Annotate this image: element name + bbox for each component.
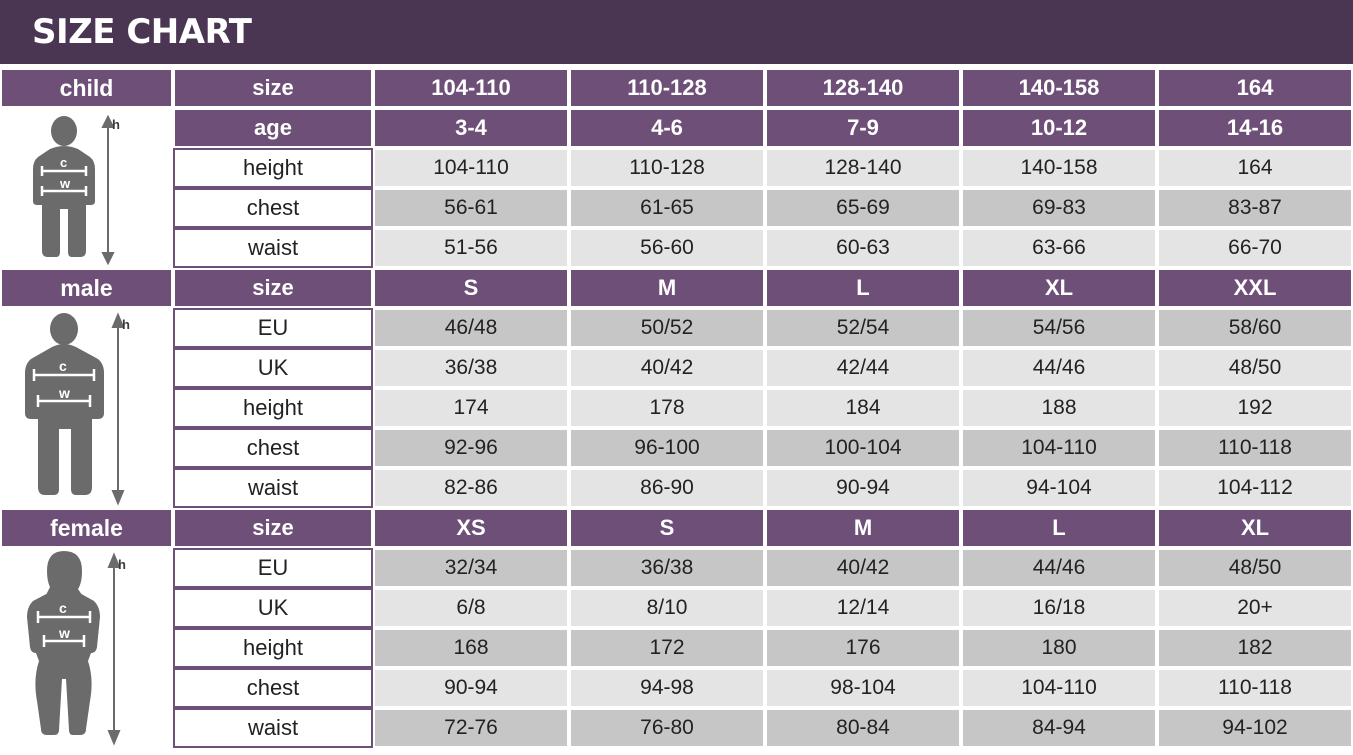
figure-waist-label: w [58,385,70,401]
cell-value: 51-56 [373,228,569,268]
cell-value: 192 [1157,388,1353,428]
cell-value: 168 [373,628,569,668]
cell-value: 178 [569,388,765,428]
group-column-child [0,68,173,268]
group-header-male: male [0,268,173,308]
cell-value: 164 [1157,68,1353,108]
table-row [173,588,1353,628]
row-label-chest: chest [173,668,373,708]
figure-height-label: h [117,557,126,572]
figure-height-label: h [121,317,130,332]
cell-value: 128-140 [765,148,961,188]
figure-child [0,108,173,268]
row-label-size: size [173,68,373,108]
female-silhouette-icon [2,549,172,747]
cell-value: 128-140 [765,68,961,108]
row-label-height: height [173,388,373,428]
row-label-size: size [173,508,373,548]
cell-value: 140-158 [961,68,1157,108]
cell-value: S [569,508,765,548]
cell-value: 40/42 [765,548,961,588]
cell-value: 58/60 [1157,308,1353,348]
cell-value: 7-9 [765,108,961,148]
table-row [173,348,1353,388]
row-label-waist: waist [173,468,373,508]
cell-value: 42/44 [765,348,961,388]
size-chart-grid [0,68,1353,748]
table-row [173,548,1353,588]
row-label-eu: EU [173,548,373,588]
cell-value: 174 [373,388,569,428]
figure-height-label: h [111,117,120,132]
cell-value: 10-12 [961,108,1157,148]
cell-value: 164 [1157,148,1353,188]
cell-value: 104-110 [373,148,569,188]
row-label-chest: chest [173,188,373,228]
table-row [173,148,1353,188]
cell-value: 104-110 [373,68,569,108]
row-label-eu: EU [173,308,373,348]
rows-male [173,268,1353,508]
cell-value: 36/38 [373,348,569,388]
cell-value: M [765,508,961,548]
cell-value: 82-86 [373,468,569,508]
figure-chest-label: c [58,600,67,616]
cell-value: 56-61 [373,188,569,228]
cell-value: 104-110 [961,428,1157,468]
cell-value: 104-110 [961,668,1157,708]
cell-value: M [569,268,765,308]
cell-value: 100-104 [765,428,961,468]
cell-value: L [765,268,961,308]
group-header-child: child [0,68,173,108]
cell-value: 56-60 [569,228,765,268]
cell-value: XXL [1157,268,1353,308]
figure-chest-label: c [58,358,67,374]
figure-female [0,548,173,748]
table-row [173,428,1353,468]
cell-value: 12/14 [765,588,961,628]
row-label-uk: UK [173,348,373,388]
page-title: SIZE CHART [32,12,252,52]
cell-value: 54/56 [961,308,1157,348]
cell-value: 90-94 [373,668,569,708]
cell-value: 180 [961,628,1157,668]
section-male [0,268,1353,508]
table-row [173,308,1353,348]
cell-value: 48/50 [1157,548,1353,588]
figure-male [0,308,173,508]
cell-value: 110-118 [1157,668,1353,708]
row-label-height: height [173,628,373,668]
cell-value: 110-118 [1157,428,1353,468]
cell-value: 65-69 [765,188,961,228]
cell-value: 92-96 [373,428,569,468]
cell-value: 94-98 [569,668,765,708]
cell-value: S [373,268,569,308]
cell-value: 3-4 [373,108,569,148]
table-row [173,508,1353,548]
cell-value: 50/52 [569,308,765,348]
cell-value: 90-94 [765,468,961,508]
cell-value: 172 [569,628,765,668]
cell-value: 46/48 [373,308,569,348]
cell-value: 182 [1157,628,1353,668]
table-row [173,388,1353,428]
rows-child [173,68,1353,268]
figure-chest-label: c [59,155,67,170]
table-row [173,68,1353,108]
cell-value: 52/54 [765,308,961,348]
table-row [173,668,1353,708]
cell-value: 36/38 [569,548,765,588]
male-silhouette-icon [2,309,172,507]
child-silhouette-icon [2,109,172,267]
cell-value: 104-112 [1157,468,1353,508]
cell-value: 4-6 [569,108,765,148]
row-label-chest: chest [173,428,373,468]
table-row [173,188,1353,228]
cell-value: 69-83 [961,188,1157,228]
cell-value: XL [961,268,1157,308]
table-row [173,468,1353,508]
row-label-uk: UK [173,588,373,628]
cell-value: 63-66 [961,228,1157,268]
cell-value: 72-76 [373,708,569,748]
cell-value: 98-104 [765,668,961,708]
rows-female [173,508,1353,748]
cell-value: 176 [765,628,961,668]
table-row [173,228,1353,268]
cell-value: 6/8 [373,588,569,628]
cell-value: 94-104 [961,468,1157,508]
cell-value: 76-80 [569,708,765,748]
cell-value: 14-16 [1157,108,1353,148]
cell-value: XS [373,508,569,548]
row-label-waist: waist [173,228,373,268]
title-bar [0,0,1353,64]
cell-value: 48/50 [1157,348,1353,388]
cell-value: 44/46 [961,548,1157,588]
cell-value: 94-102 [1157,708,1353,748]
cell-value: 80-84 [765,708,961,748]
cell-value: 188 [961,388,1157,428]
group-header-female: female [0,508,173,548]
group-column-male [0,268,173,508]
cell-value: 83-87 [1157,188,1353,228]
cell-value: 44/46 [961,348,1157,388]
cell-value: 32/34 [373,548,569,588]
cell-value: 86-90 [569,468,765,508]
table-row [173,108,1353,148]
cell-value: 60-63 [765,228,961,268]
table-row [173,628,1353,668]
cell-value: L [961,508,1157,548]
table-row [173,708,1353,748]
cell-value: 20+ [1157,588,1353,628]
section-female [0,508,1353,748]
cell-value: 84-94 [961,708,1157,748]
figure-waist-label: w [58,625,70,641]
row-label-size: size [173,268,373,308]
cell-value: 16/18 [961,588,1157,628]
section-child [0,68,1353,268]
row-label-age: age [173,108,373,148]
group-column-female [0,508,173,748]
cell-value: 140-158 [961,148,1157,188]
cell-value: 40/42 [569,348,765,388]
cell-value: 66-70 [1157,228,1353,268]
row-label-waist: waist [173,708,373,748]
cell-value: 8/10 [569,588,765,628]
figure-waist-label: w [59,176,70,191]
cell-value: XL [1157,508,1353,548]
cell-value: 61-65 [569,188,765,228]
cell-value: 110-128 [569,68,765,108]
table-row [173,268,1353,308]
cell-value: 110-128 [569,148,765,188]
cell-value: 96-100 [569,428,765,468]
cell-value: 184 [765,388,961,428]
row-label-height: height [173,148,373,188]
